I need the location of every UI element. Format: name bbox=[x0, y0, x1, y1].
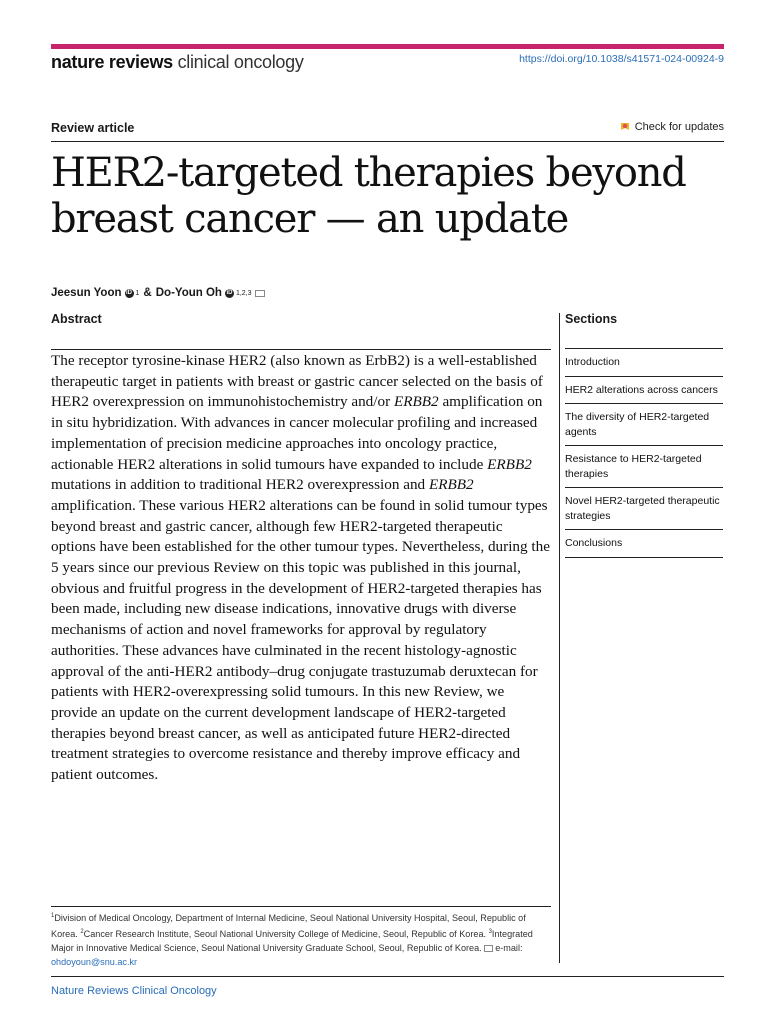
check-updates-label: Check for updates bbox=[634, 121, 724, 133]
sections-nav bbox=[565, 312, 723, 558]
column-divider bbox=[559, 313, 560, 963]
journal-footer: Nature Reviews Clinical Oncology bbox=[51, 985, 217, 997]
abstract-divider bbox=[51, 349, 551, 350]
orcid-icon[interactable]: iD bbox=[226, 289, 233, 296]
author-affiliation: 1,2,3 bbox=[235, 289, 252, 297]
abstract-text: The receptor tyrosine-kinase HER2 (also known as ErbB2) is a well-established therapeutic target in patients with breast or gastric cancer selected on the basis of HER2 overexpression on immunohistochemistry and/or ERBB2 amplification on in situ hybridization. With advances in cancer molecular profiling and increased implementation of precision medicine approaches into oncology practice, actionable HER2 alterations in solid tumours have expanded to include ERBB2 mutations in addition to traditional HER2 overexpression and ERBB2 amplification. These various HER2 alterations can be found in solid tumour types beyond breast and gastric cancer, although few HER2-targeted therapeutic options have been established for the other tumour types. Nevertheless, during the 5 years since our previous Review on this topic was published in this journal, obvious and fruitful progress in the development of HER2-targeted therapies has been made, including new disease indications, innovative drugs with diverse mechanisms of action and novel frameworks for approval by regulatory authorities. These advances have culminated in the recent histology-agnostic approval of the anti-HER2 antibody–drug conjugate trastuzumab deruxtecan for patients with HER2-overexpressing solid tumours. In this new Review, we provide an update on the current development landscape of HER2-targeted therapies beyond breast cancer, as well as anticipated future HER2-directed treatment strategies to overcome resistance and thereby improve efficacy and patient outcomes. bbox=[51, 352, 550, 784]
corresponding-email-link[interactable]: ohdoyoun@snu.ac.kr bbox=[51, 957, 138, 968]
author-affiliation: 1 bbox=[135, 289, 140, 297]
section-link-resistance[interactable]: Resistance to HER2-targeted therapies bbox=[565, 446, 723, 488]
author-name[interactable]: Jeesun Yoon bbox=[51, 287, 122, 299]
brand-bold: nature reviews bbox=[51, 52, 173, 72]
section-link-her2-alterations[interactable]: HER2 alterations across cancers bbox=[565, 377, 723, 405]
check-for-updates-button[interactable] bbox=[619, 121, 724, 133]
article-type: Review article bbox=[51, 121, 135, 135]
gene-name: ERBB2 bbox=[428, 476, 474, 494]
gene-name: ERBB2 bbox=[487, 455, 532, 473]
affiliations-footnote: $^1$Division of Medical Oncology, Department of Internal Medicine, Seoul National University Hospital, Seoul, Republic of Korea. $^2$Cancer Research Institute, Seoul National University College of Medicine, Seoul, Republic of Korea. $^3$Integrated Major in Innovative Medical Science, Seoul National University Graduate School, Seoul, Republic of Korea. e-mail: ohdoyoun@snu.ac.kr bbox=[51, 913, 533, 968]
section-link-introduction[interactable]: Introduction bbox=[565, 349, 723, 377]
header-divider bbox=[51, 141, 724, 142]
orcid-icon[interactable]: iD bbox=[126, 289, 133, 296]
email-icon bbox=[484, 945, 493, 952]
footer-divider bbox=[51, 976, 724, 977]
email-icon[interactable] bbox=[255, 290, 265, 297]
article-title: HER2-targeted therapies beyond breast cancer — an update bbox=[51, 150, 686, 242]
doi-link[interactable]: https://doi.org/10.1038/s41571-024-00924-9 bbox=[519, 53, 724, 65]
abstract-heading: Abstract bbox=[51, 312, 102, 326]
journal-brand[interactable] bbox=[51, 51, 304, 73]
footnote-divider bbox=[51, 906, 551, 907]
section-link-diversity-agents[interactable]: The diversity of HER2-targeted agents bbox=[565, 404, 723, 446]
sections-heading: Sections bbox=[565, 312, 723, 349]
section-link-conclusions[interactable]: Conclusions bbox=[565, 530, 723, 558]
check-updates-icon bbox=[619, 121, 631, 133]
author-separator: & bbox=[143, 287, 152, 299]
gene-name: ERBB2 bbox=[393, 393, 439, 411]
brand-color-bar bbox=[51, 44, 724, 49]
section-link-novel-strategies[interactable]: Novel HER2-targeted therapeutic strategies bbox=[565, 488, 723, 530]
author-name[interactable]: Do-Youn Oh bbox=[155, 287, 222, 299]
brand-light: clinical oncology bbox=[177, 52, 304, 72]
author-list bbox=[51, 287, 265, 299]
